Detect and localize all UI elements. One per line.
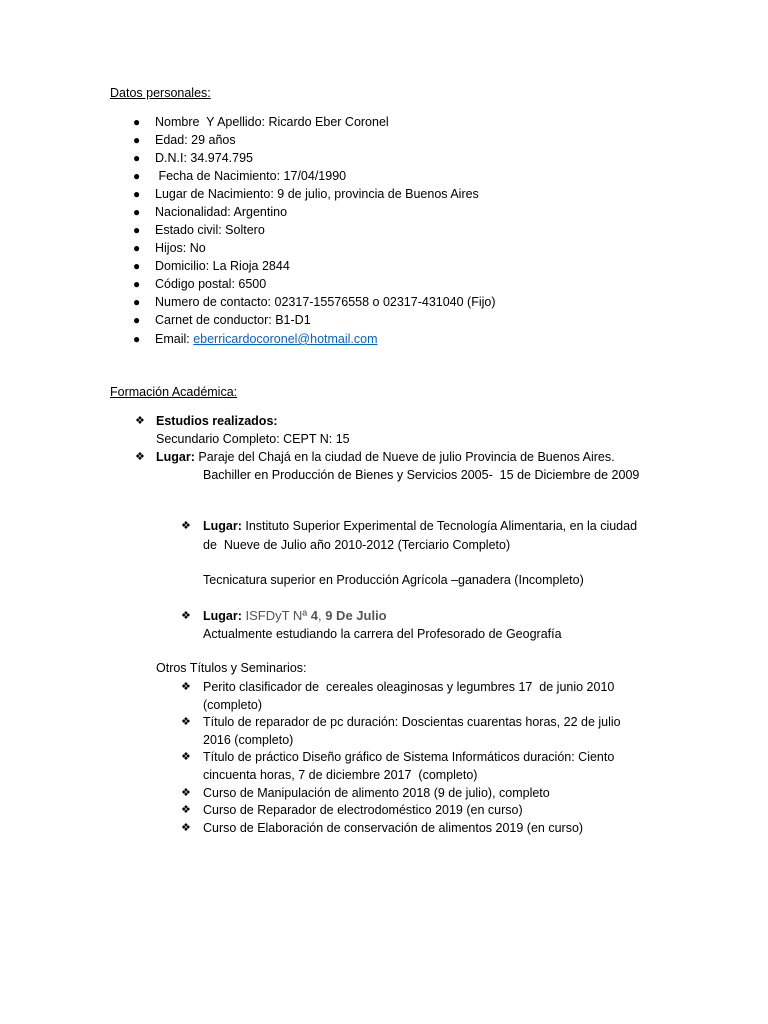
title-item-continued: cincuenta horas, 7 de diciembre 2017 (completo) xyxy=(203,768,478,782)
place-value-sep: , xyxy=(317,608,326,623)
list-item: Fecha de Nacimiento: 17/04/1990 xyxy=(155,169,347,183)
place-entry-3 xyxy=(203,607,387,625)
list-item: Carnet de conductor: B1-D1 xyxy=(155,313,311,327)
bullet-icon: ● xyxy=(133,187,141,201)
place-label: Lugar: xyxy=(156,450,195,464)
email-item xyxy=(155,330,378,348)
place-entry-2 xyxy=(203,517,637,535)
place-text-continued: de Nueve de Julio año 2010-2012 (Terciario Completo) xyxy=(203,538,511,552)
list-item: Domicilio: La Rioja 2844 xyxy=(155,259,290,273)
title-item: Perito clasificador de cereales oleaginosas y legumbres 17 de junio 2010 xyxy=(203,680,615,694)
section-heading-academic: Formación Académica: xyxy=(110,385,238,399)
secondary-school: Secundario Completo: CEPT N: 15 xyxy=(156,432,350,446)
email-label: Email: xyxy=(155,332,194,346)
place-value: ISFDyT Nª xyxy=(241,608,311,623)
bullet-icon: ● xyxy=(133,241,141,255)
title-item-continued: (completo) xyxy=(203,698,263,712)
bullet-icon: ● xyxy=(133,259,141,273)
place-label: Lugar: xyxy=(203,519,242,533)
bullet-icon: ● xyxy=(133,223,141,237)
bullet-icon: ● xyxy=(133,295,141,309)
diamond-bullet-icon: ❖ xyxy=(181,716,191,728)
list-item: D.N.I: 34.974.795 xyxy=(155,151,253,165)
diamond-bullet-icon: ❖ xyxy=(181,822,191,834)
list-item: Hijos: No xyxy=(155,241,206,255)
title-item: Curso de Manipulación de alimento 2018 (9 de julio), completo xyxy=(203,786,550,800)
list-item: Nacionalidad: Argentino xyxy=(155,205,288,219)
diamond-bullet-icon: ❖ xyxy=(181,610,191,622)
studies-label: Estudios realizados: xyxy=(156,414,278,428)
title-item: Curso de Reparador de electrodoméstico 2019 (en curso) xyxy=(203,803,523,817)
list-item: Código postal: 6500 xyxy=(155,277,267,291)
diamond-bullet-icon: ❖ xyxy=(135,415,145,427)
list-item: Lugar de Nacimiento: 9 de julio, provincia de Buenos Aires xyxy=(155,187,479,201)
place-text: Paraje del Chajá en la ciudad de Nueve de julio Provincia de Buenos Aires. xyxy=(194,450,615,464)
place-text: Instituto Superior Experimental de Tecnología Alimentaria, en la ciudad xyxy=(241,519,638,533)
title-item: Curso de Elaboración de conservación de alimentos 2019 (en curso) xyxy=(203,821,584,835)
email-link[interactable]: eberricardocoronel@hotmail.com xyxy=(193,332,378,346)
place-entry-1 xyxy=(156,448,615,466)
diamond-bullet-icon: ❖ xyxy=(181,804,191,816)
bachiller-degree: Bachiller en Producción de Bienes y Servicios 2005- 15 de Diciembre de 2009 xyxy=(203,468,640,482)
tecnicatura: Tecnicatura superior en Producción Agrícola –ganadera (Incompleto) xyxy=(203,573,584,587)
list-item: Edad: 29 años xyxy=(155,133,236,147)
bullet-icon: ● xyxy=(133,313,141,327)
place-value-number: 4 xyxy=(310,608,318,623)
title-item: Título de reparador de pc duración: Doscientas cuarentas horas, 22 de julio xyxy=(203,715,621,729)
bullet-icon: ● xyxy=(133,115,141,129)
bullet-icon: ● xyxy=(133,277,141,291)
title-item: Título de práctico Diseño gráfico de Sistema Informáticos duración: Ciento xyxy=(203,750,615,764)
diamond-bullet-icon: ❖ xyxy=(181,520,191,532)
section-heading-others: Otros Títulos y Seminarios: xyxy=(156,661,307,675)
place-value-city: 9 De Julio xyxy=(325,608,387,623)
bullet-icon: ● xyxy=(133,133,141,147)
place-label: Lugar: xyxy=(203,609,242,623)
bullet-icon: ● xyxy=(133,169,141,183)
list-item: Nombre Y Apellido: Ricardo Eber Coronel xyxy=(155,115,389,129)
current-studies: Actualmente estudiando la carrera del Profesorado de Geografía xyxy=(203,627,562,641)
title-item-continued: 2016 (completo) xyxy=(203,733,294,747)
list-item: Estado civil: Soltero xyxy=(155,223,265,237)
diamond-bullet-icon: ❖ xyxy=(181,681,191,693)
bullet-icon: ● xyxy=(133,151,141,165)
diamond-bullet-icon: ❖ xyxy=(181,751,191,763)
bullet-icon: ● xyxy=(133,205,141,219)
list-item: Numero de contacto: 02317-15576558 o 02317-431040 (Fijo) xyxy=(155,295,496,309)
section-heading-personal: Datos personales: xyxy=(110,86,211,100)
diamond-bullet-icon: ❖ xyxy=(181,787,191,799)
diamond-bullet-icon: ❖ xyxy=(135,451,145,463)
bullet-icon: ● xyxy=(133,332,141,346)
